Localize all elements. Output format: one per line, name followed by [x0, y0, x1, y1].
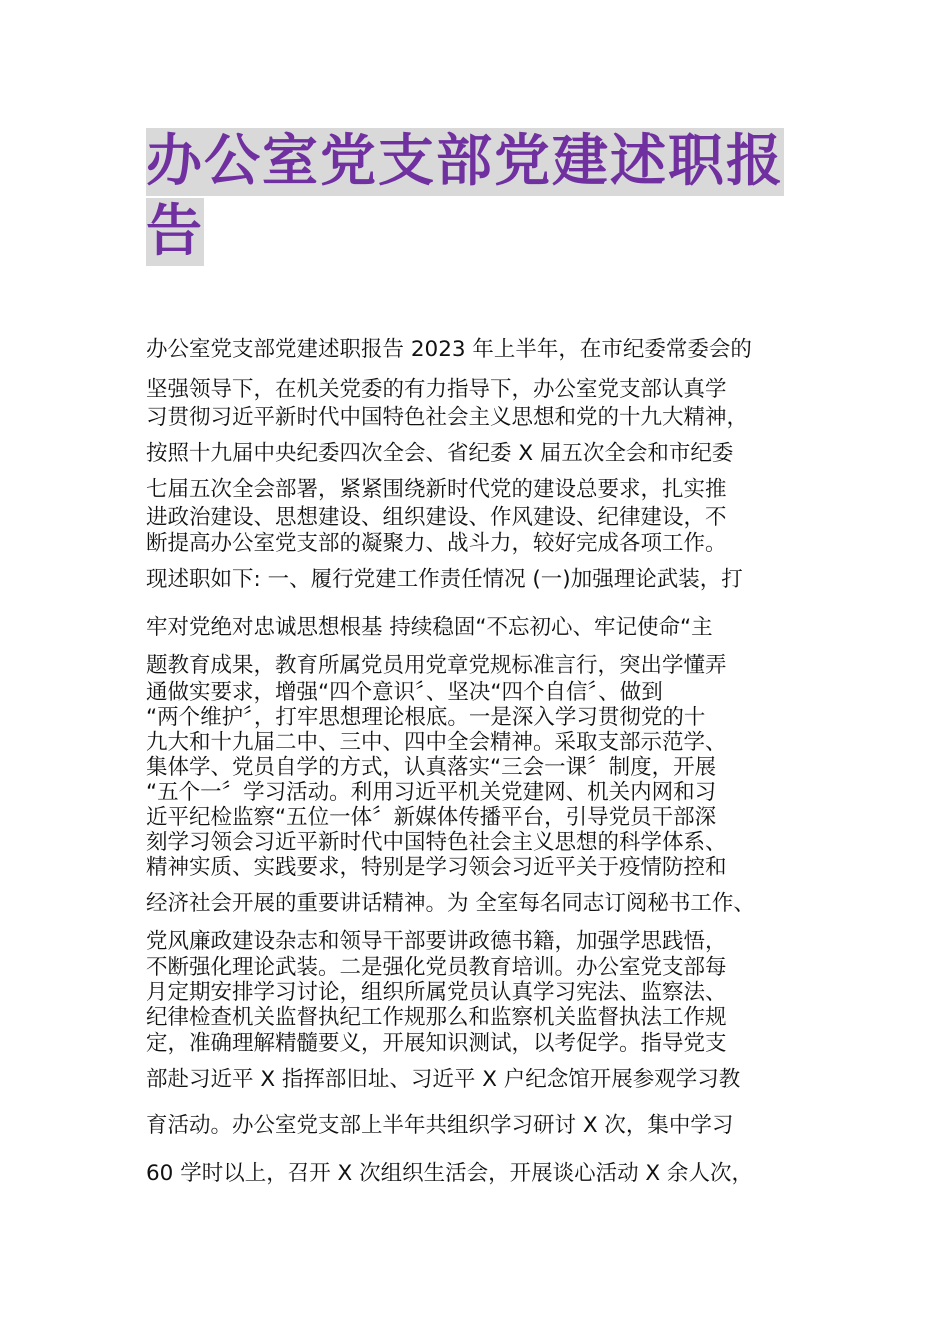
- title-line-2: 告: [146, 199, 204, 264]
- body-line: 九大和十九届二中、三中、四中全会精神。采取支部示范学、: [146, 730, 727, 755]
- body-line: 精神实质、实践要求，特别是学习领会习近平关于疫情防控和: [146, 855, 727, 880]
- body-line: 题教育成果，教育所属党员用党章党规标准言行，突出学懂弄: [146, 653, 727, 678]
- body-line: “两个维护〞，打牢思想理论根底。一是深入学习贯彻党的十: [146, 705, 706, 730]
- body-line: 经济社会开展的重要讲话精神。为 全室每名同志订阅秘书工作、: [146, 891, 755, 916]
- body-line: 近平纪检监察“五位一体〞新媒体传播平台，引导党员干部深: [146, 805, 717, 830]
- body-line: “五个一〞学习活动。利用习近平机关党建网、机关内网和习: [146, 780, 717, 805]
- title-line-1: 办公室党支部党建述职报: [146, 129, 784, 194]
- body-line: 坚强领导下，在机关党委的有力指导下，办公室党支部认真学: [146, 377, 727, 402]
- body-line: 纪律检查机关监督执纪工作规那么和监察机关监督执法工作规: [146, 1005, 727, 1030]
- document-title: [146, 128, 826, 266]
- body-line: 断提高办公室党支部的凝聚力、战斗力，较好完成各项工作。: [146, 531, 727, 556]
- body-line: 60 学时以上，召开 X 次组织生活会，开展谈心活动 X 余人次，: [146, 1161, 753, 1186]
- body-line: 七届五次全会部署，紧紧围绕新时代党的建设总要求，扎实推: [146, 477, 727, 502]
- body-line: 办公室党支部党建述职报告 2023 年上半年，在市纪委常委会的: [146, 337, 752, 362]
- body-line: 集体学、党员自学的方式，认真落实“三会一课〞制度，开展: [146, 755, 717, 780]
- body-line: 进政治建设、思想建设、组织建设、作风建设、纪律建设，不: [146, 505, 727, 530]
- body-line: 党风廉政建设杂志和领导干部要讲政德书籍，加强学思践悟，: [146, 929, 727, 954]
- body-line: 按照十九届中央纪委四次全会、省纪委 X 届五次全会和市纪委: [146, 441, 734, 466]
- body-line: 现述职如下: 一、履行党建工作责任情况 (一)加强理论武装，打: [146, 567, 743, 592]
- body-line: 不断强化理论武装。二是强化党员教育培训。办公室党支部每: [146, 955, 727, 980]
- body-line: 定，准确理解精髓要义，开展知识测试，以考促学。指导党支: [146, 1031, 727, 1056]
- body-line: 通做实要求，增强“四个意识〞、坚决“四个自信〞、做到: [146, 680, 663, 705]
- body-line: 刻学习领会习近平新时代中国特色社会主义思想的科学体系、: [146, 830, 727, 855]
- body-line: 习贯彻习近平新时代中国特色社会主义思想和党的十九大精神，: [146, 405, 749, 430]
- body-line: 部赴习近平 X 指挥部旧址、习近平 X 户纪念馆开展参观学习教: [146, 1067, 741, 1092]
- body-line: 月定期安排学习讨论，组织所属党员认真学习宪法、监察法、: [146, 980, 727, 1005]
- body-line: 牢对党绝对忠诚思想根基 持续稳固“不忘初心、牢记使命“主: [146, 615, 713, 640]
- body-line: 育活动。办公室党支部上半年共组织学习研讨 X 次，集中学习: [146, 1113, 734, 1138]
